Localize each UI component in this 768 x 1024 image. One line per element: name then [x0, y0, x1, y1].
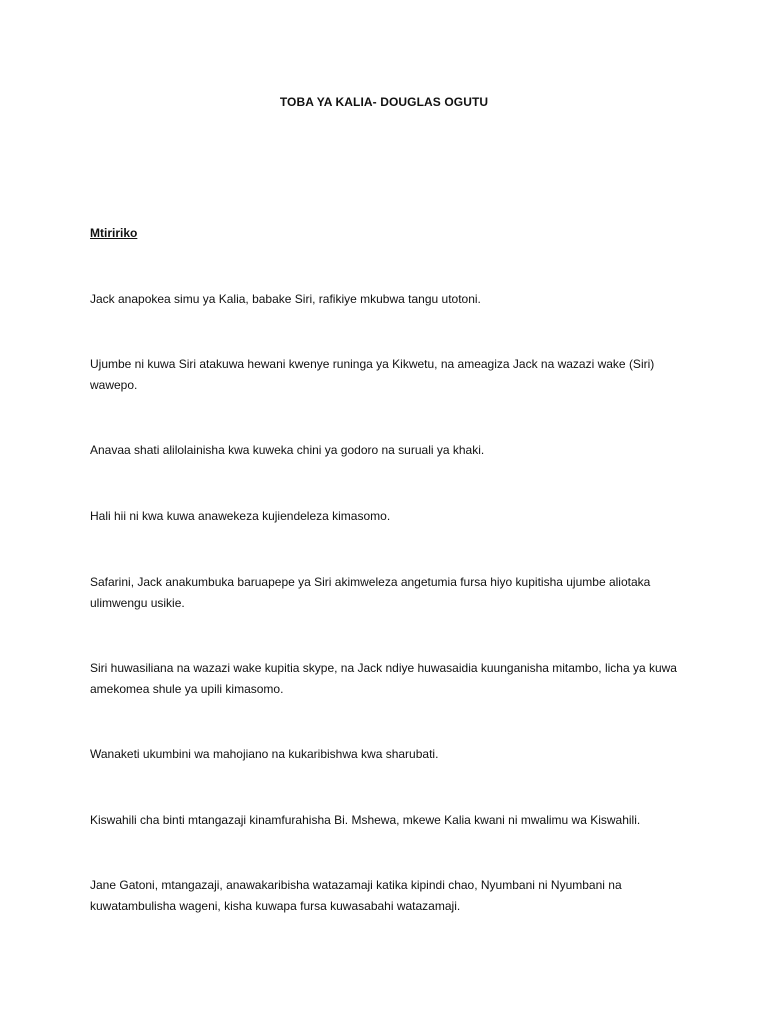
paragraph: Siri huwasiliana na wazazi wake kupitia skype, na Jack ndiye huwasaidia kuunganisha mitambo, licha ya kuwa amekomea shule ya upili kimasomo.	[90, 661, 677, 696]
paragraph: Jack anapokea simu ya Kalia, babake Siri, rafikiye mkubwa tangu utotoni.	[90, 292, 481, 306]
paragraph: Kiswahili cha binti mtangazaji kinamfurahisha Bi. Mshewa, mkewe Kalia kwani ni mwalimu wa Kiswahili.	[90, 813, 641, 827]
section-heading: Mtiririko	[90, 226, 138, 240]
paragraph: Ujumbe ni kuwa Siri atakuwa hewani kwenye runinga ya Kikwetu, na ameagiza Jack na wazazi wake (Siri) wawepo.	[90, 357, 655, 392]
paragraph: Wanaketi ukumbini wa mahojiano na kukaribishwa kwa sharubati.	[90, 747, 439, 761]
paragraph: Anavaa shati alilolainisha kwa kuweka chini ya godoro na suruali ya khaki.	[90, 443, 485, 457]
document-title: TOBA YA KALIA- DOUGLAS OGUTU	[279, 95, 489, 109]
paragraph: Jane Gatoni, mtangazaji, anawakaribisha watazamaji katika kipindi chao, Nyumbani ni Nyumbani na kuwatambulisha wageni, kisha kuwapa fursa kuwasabahi watazamaji.	[90, 878, 622, 913]
paragraph: Safarini, Jack anakumbuka baruapepe ya Siri akimweleza angetumia fursa hiyo kupitisha ujumbe aliotaka ulimwengu usikie.	[90, 575, 651, 610]
paragraph: Hali hii ni kwa kuwa anawekeza kujiendeleza kimasomo.	[90, 509, 391, 523]
